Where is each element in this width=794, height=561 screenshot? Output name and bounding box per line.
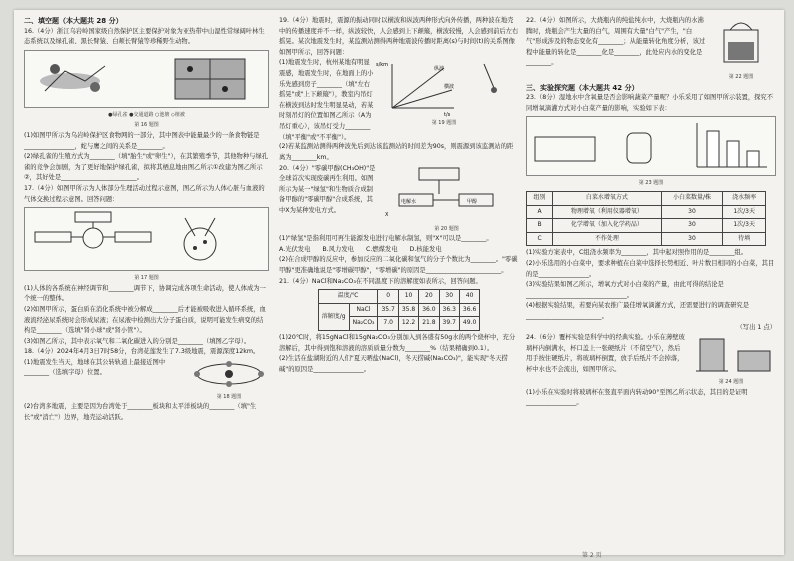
figure-16 bbox=[24, 50, 269, 108]
question-23-stem: 23.（8分）湿地水中含氧量是否会影响蔬菜产量呢？小乐采用了如图甲所示装置，探究不同增氧滴灌方式对小白菜产量的影响，实验如下表： bbox=[526, 94, 774, 112]
question-22-stem: 22.（4分）如图所示，大烧瓶内的纯盐纯水中，大烧瓶内的水沸腾时，烧瓶会产生大量的白气，周围有大量"白气"产生，"白气"形成涉及的物态变化有________；从能量转化角度分析，该过程中能量的转化是________化是________，此处应内水的变化是________。 bbox=[526, 17, 706, 67]
question-20-part-1: (1)"绿氢"是指利用可再生能源发电进行电解水制氢，则"X"可以是________。 bbox=[279, 235, 493, 243]
label-x: X bbox=[385, 211, 389, 218]
question-24-body bbox=[526, 333, 776, 388]
question-20-part-2: (2)在合成甲醇的反应中，参加反应的二氧化碳和氢气的分子个数比为________。"零碳甲醇"更准确地说是"零增碳甲醇"，"零增碳"的原因是________________________。 bbox=[279, 256, 518, 274]
question-17-part-3: (3)如图乙所示，其中表示氧气和二氧化碳进入的分别是________（填图乙字母）。 bbox=[24, 337, 251, 345]
option-d: D.核能发电 bbox=[409, 245, 442, 253]
x-axis-label: t/s bbox=[444, 112, 451, 119]
figure-16-drawing bbox=[25, 51, 268, 107]
question-18-part-2: (2)台湾多地震，主要是因为台湾处于________板块和太平洋板块的________（填"生长"或"消亡"）边界，地壳运动活跃。 bbox=[24, 403, 257, 422]
figure-19-graph bbox=[374, 58, 514, 118]
figure-18 bbox=[189, 358, 269, 403]
table-header: 30 bbox=[439, 290, 459, 304]
table-cell: NaCl bbox=[349, 303, 378, 317]
bar-a bbox=[707, 131, 719, 167]
figure-18-caption: 第 18 题图 bbox=[216, 393, 242, 400]
figure-23-caption: 第 23 题图 bbox=[638, 180, 664, 187]
table-cell: 12.2 bbox=[398, 317, 418, 331]
figure-22-drawing bbox=[706, 16, 776, 72]
figure-17 bbox=[24, 207, 269, 271]
column-middle bbox=[279, 16, 519, 375]
table-cell: 36.3 bbox=[439, 303, 459, 317]
question-21-stem: 21.（4分）NaCl和Na₂CO₃在不同温度下的溶解度如表所示，回答问题。 bbox=[279, 277, 482, 285]
question-18-part-1: (1)地震发生当天，地球在其公转轨道上最接近图中________（选填字母）位置。 bbox=[24, 358, 166, 377]
question-23-note: （写出 1 点） bbox=[736, 323, 776, 331]
table-cell: 待填 bbox=[723, 232, 766, 246]
figure-22 bbox=[706, 16, 776, 83]
label-electrolysis: 电解水 bbox=[401, 198, 417, 205]
figure-16-legend: ●绿孔雀 ●交通道路 ○池塘 ◇植被 bbox=[108, 111, 185, 118]
series-line-longitudinal bbox=[392, 68, 444, 108]
table-header: 白菜水增氧方式 bbox=[553, 191, 661, 205]
question-16-part-1: (1)如图甲所示为乌岩岭保护区食物网的一部分，其中图表中能量最少的一条食物链是________________，蛇与鹰之间的关系是________。 bbox=[24, 131, 260, 150]
table-cell: 1次/3天 bbox=[723, 219, 766, 233]
table-header: 0 bbox=[378, 290, 398, 304]
table-header: 小白菜数量/株 bbox=[661, 191, 723, 205]
question-23-part-4: (4)根据实验结果，若要向某农推广最佳增氧滴灌方式，还需要进行的调查研究是________________________。 bbox=[526, 302, 750, 320]
question-20-body bbox=[279, 164, 519, 235]
figure-19-caption: 第 19 题图 bbox=[431, 120, 457, 127]
table-cell: 7.0 bbox=[378, 317, 398, 331]
bar-c bbox=[747, 151, 759, 167]
option-b: B.风力发电 bbox=[322, 245, 354, 253]
table-cell: 30 bbox=[661, 219, 723, 233]
figure-24 bbox=[686, 333, 776, 388]
label-methanol: 甲醇 bbox=[467, 198, 478, 205]
question-17-part-2: (2)如图甲所示，蛋白质在消化系统中被分解成________后才能被吸收进入循环系统，血液流经泌尿系统时会形成尿液；在尿液中检测出大分子蛋白质，说明可能发生病变的结构是________（选填"肾小球"或"肾小管"）。 bbox=[24, 305, 266, 335]
figure-23 bbox=[526, 116, 776, 176]
question-20-stem: 20.（4分）"零碳甲醇(CH₃OH)"是全球首次实现废碳再生利用。如图所示为某一"绿氢"和生物质合成制备甲醇的"零碳甲醇"合成系统，其中X为某种发电方式。 bbox=[279, 164, 376, 214]
question-24-part-1: (1)小乐在实验时将玻璃杯在竖直平面内转动90°至图乙所示状态，其目的是证明________________。 bbox=[526, 388, 748, 407]
table-cell: 30 bbox=[661, 232, 723, 246]
table-cell: 36.0 bbox=[419, 303, 439, 317]
question-18-stem: 18.（4分）2024年4月3日7时58分，台湾花莲发生了7.3级地震，震源深度12km。 bbox=[24, 348, 260, 356]
series-label-2: 横波 bbox=[444, 84, 455, 91]
column-right bbox=[526, 16, 776, 409]
figure-20-caption: 第 20 题图 bbox=[434, 225, 459, 232]
question-23-part-2: (2)小乐选用的小白菜中，要求种植在白菜中选择长势相近、叶片数目相同的小白菜，其目的是________________。 bbox=[526, 259, 775, 278]
table-cell: 35.7 bbox=[378, 303, 398, 317]
table-header: 10 bbox=[398, 290, 418, 304]
table-cell: 35.8 bbox=[398, 303, 418, 317]
table-header: 40 bbox=[459, 290, 479, 304]
table-cell: 1次/3天 bbox=[723, 205, 766, 219]
table-header: 浇水频率 bbox=[723, 191, 766, 205]
figure-18-drawing bbox=[189, 358, 269, 392]
question-20-options bbox=[279, 245, 519, 256]
question-19-part-1: (1)地震发生时，杭州某地有明显震感，地震发生时，在地面上的小乐先感到房子________（填"左右摇晃"或"上下颠簸"），教室内吊灯在横波到达时发生明显晃动，若某时刻吊灯的位置如图乙所示（A为吊灯重心），该吊灯受力________（填"平衡"或"不平衡"）。 bbox=[279, 59, 374, 141]
figure-20-drawing bbox=[379, 164, 514, 224]
table-cell: B bbox=[527, 219, 553, 233]
question-17-part-1: (1)人体的各系统在神经调节和________调节下，协调完成各项生命活动，使人体成为一个统一的整体。 bbox=[24, 284, 266, 303]
option-c: C.燃煤发电 bbox=[365, 245, 398, 253]
experiment-table bbox=[526, 191, 766, 246]
table-cell: 36.6 bbox=[459, 303, 479, 317]
table-cell: 溶解度/g bbox=[318, 303, 349, 330]
bar-b bbox=[727, 141, 739, 167]
question-21-part-1: (1)20℃时，将15gNaCl和15gNa₂CO₃分别加入到各盛有50g水的两个烧杯中，充分溶解后，其中得到饱和溶液的溶质质量分数为________%（结果精确到0.1）。 bbox=[279, 333, 516, 352]
y-axis-label: s/km bbox=[376, 62, 389, 69]
question-23-part-3: (3)实验结果如图乙所示，增氧方式对小白菜的产量，由此可得的结论是________________________________。 bbox=[526, 281, 724, 299]
question-19-stem: 19.（4分）地震时，震源的振动同时以横波和纵波两种形式向外传播，两种波在地壳中的传播速度并不一样，纵波较快，人会感到上下颠簸，横波较慢，人会感到前后左右摇晃。某次地震发生时，某监测站测得两种地震波传播时距离(s)与时间(t)的关系图像如图甲所示，回答问题： bbox=[279, 17, 519, 56]
table-cell: C bbox=[527, 232, 553, 246]
table-header: 组别 bbox=[527, 191, 553, 205]
table-cell: 30 bbox=[661, 205, 723, 219]
series-label-1: 纵波 bbox=[434, 66, 445, 73]
figure-23-drawing bbox=[527, 117, 775, 175]
table-header: 温度/℃ bbox=[318, 290, 378, 304]
figure-24-caption: 第 24 题图 bbox=[718, 379, 744, 386]
column-left bbox=[24, 16, 269, 424]
question-16-part-2: (2)绿孔雀的生殖方式为________（填"胎生"或"卵生"），在其繁殖季节，其他物种与绿孔雀的竞争会加剧，为了更好地保护绿孔雀，拟将其栖息地由图乙所示①改建为图乙所示②，其好处是________________________。 bbox=[24, 153, 269, 182]
option-a: A.光伏发电 bbox=[279, 245, 311, 253]
figure-22-caption: 第 22 题图 bbox=[728, 74, 754, 80]
table-cell: 不作处理 bbox=[553, 232, 661, 246]
question-16-stem: 16.（4分）浙江乌岩岭国家级自然保护区主要保护对象为亚热带中山湿性常绿阔叶林生态系统以及绿孔雀、黑长臂猿、白颊长臂猿等珍稀野生动物。 bbox=[24, 27, 265, 46]
table-cell: 物理增氧（利用仪器增氧） bbox=[553, 205, 661, 219]
solubility-table bbox=[318, 289, 481, 331]
series-line-transverse bbox=[392, 90, 452, 108]
section-heading: 三、实验探究题（本大题共 42 分） bbox=[526, 83, 639, 92]
question-19-body bbox=[279, 58, 519, 142]
question-24-stem: 24.（6分）覆杯实验是科学中的经典实验。小乐在薄壁玻璃杯内倒满水，杯口盖上一张硬纸片（不留空气），然后用手按住硬纸片，将玻璃杯倒置，放手后纸片不会掉落，杯中水也不会流出，如图甲所示。 bbox=[526, 334, 685, 373]
figure-16-caption: 第 16 题图 bbox=[134, 122, 159, 129]
page-number: 第 2 页 bbox=[582, 552, 602, 559]
table-cell: 化学增氧（加入化学药品） bbox=[553, 219, 661, 233]
figure-17-drawing bbox=[25, 208, 268, 270]
figure-20 bbox=[379, 164, 514, 235]
table-cell: Na₂CO₃ bbox=[349, 317, 378, 331]
table-cell: 39.7 bbox=[439, 317, 459, 331]
figure-19 bbox=[374, 58, 514, 129]
question-19-part-2: (2)若某监测站测得两种波先后到达该监测站的时间差为90s，则震源到该监测站的距离为________km。 bbox=[279, 143, 514, 161]
table-cell: A bbox=[527, 205, 553, 219]
question-23-part-1: (1)实验方案表中，C组浇水频率为________，其中起对照作用的是________组。 bbox=[526, 249, 748, 257]
table-cell: 49.0 bbox=[459, 317, 479, 331]
question-18-body bbox=[24, 358, 269, 403]
question-21-part-2: (2)生活在盐湖附近的人们"夏天晒盐(NaCl)，冬天捞碱(Na₂CO₃)"，能实现"冬天捞碱"的原因是________________。 bbox=[279, 355, 508, 373]
question-17-stem: 17.（4分）如图甲所示为人体部分生理活动过程示意图，图乙所示为人体心脏与血液的气体交换过程示意图。回答问题： bbox=[24, 184, 265, 203]
figure-17-caption: 第 17 题图 bbox=[134, 275, 159, 282]
section-heading: 二、填空题（本大题共 28 分） bbox=[24, 17, 123, 25]
exam-page bbox=[14, 10, 784, 559]
table-cell: 21.8 bbox=[419, 317, 439, 331]
figure-24-drawing bbox=[686, 333, 776, 377]
table-header: 20 bbox=[419, 290, 439, 304]
question-22-body bbox=[526, 16, 776, 83]
